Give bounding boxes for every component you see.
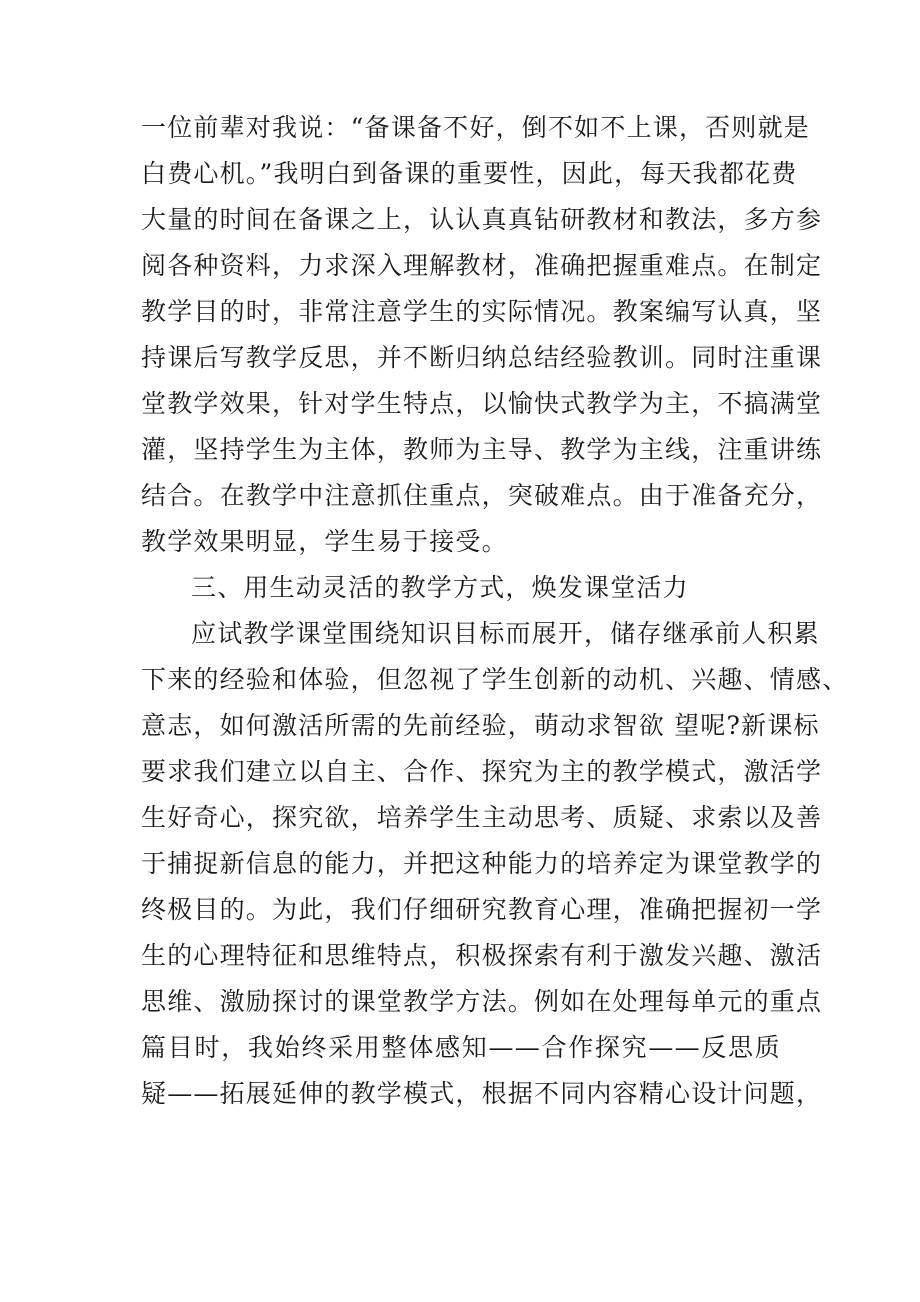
text-line: 下来的经验和体验，但忽视了学生创新的动机、兴趣、情感、	[141, 665, 849, 694]
document-body	[141, 105, 849, 1117]
section-heading: 三、用生动灵活的教学方式，焕发课堂活力	[191, 573, 689, 602]
text-line: 思维、激励探讨的课堂教学方法。例如在处理每单元的重点	[141, 987, 823, 1016]
paragraph-teaching-methods	[141, 611, 849, 1117]
text-line: 结合。在教学中注意抓住重点，突破难点。由于准备充分，	[141, 481, 823, 510]
text-line: 意志，如何激活所需的先前经验，萌动求智欲 望呢?新课标	[141, 711, 820, 740]
text-line: 应试教学课堂围绕知识目标而展开，储存继承前人积累	[191, 619, 820, 648]
text-line: 教学效果明显，学生易于接受。	[141, 527, 508, 556]
text-line: 终极目的。为此，我们仔细研究教育心理，准确把握初一学	[141, 895, 823, 924]
text-line: 白费心机。”我明白到备课的重要性，因此，每天我都花费	[141, 159, 798, 188]
text-line: 堂教学效果，针对学生特点，以愉快式教学为主，不搞满堂	[141, 389, 823, 418]
text-line: 一位前辈对我说：“备课备不好，倒不如不上课，否则就是	[141, 113, 810, 142]
paragraph-preparation	[141, 105, 823, 565]
text-line: 篇目时，我始终采用整体感知——合作探究——反思质	[141, 1033, 781, 1062]
text-line: 教学目的时，非常注意学生的实际情况。教案编写认真，坚	[141, 297, 823, 326]
text-line: 持课后写教学反思，并不断归纳总结经验教训。同时注重课	[141, 343, 823, 372]
text-line: 要求我们建立以自主、合作、探究为主的教学模式，激活学	[141, 757, 823, 786]
text-line: 生好奇心，探究欲，培养学生主动思考、质疑、求索以及善	[141, 803, 823, 832]
text-line: 阅各种资料，力求深入理解教材，准确把握重难点。在制定	[141, 251, 823, 280]
text-line: 大量的时间在备课之上，认认真真钻研教材和教法，多方参	[141, 205, 823, 234]
text-line: 于捕捉新信息的能力，并把这种能力的培养定为课堂教学的	[141, 849, 823, 878]
text-line: 灌，坚持学生为主体，教师为主导、教学为主线，注重讲练	[141, 435, 823, 464]
text-line: 疑——拓展延伸的教学模式，根据不同内容精心设计问题，	[141, 1079, 823, 1108]
text-line: 生的心理特征和思维特点，积极探索有利于激发兴趣、激活	[141, 941, 823, 970]
